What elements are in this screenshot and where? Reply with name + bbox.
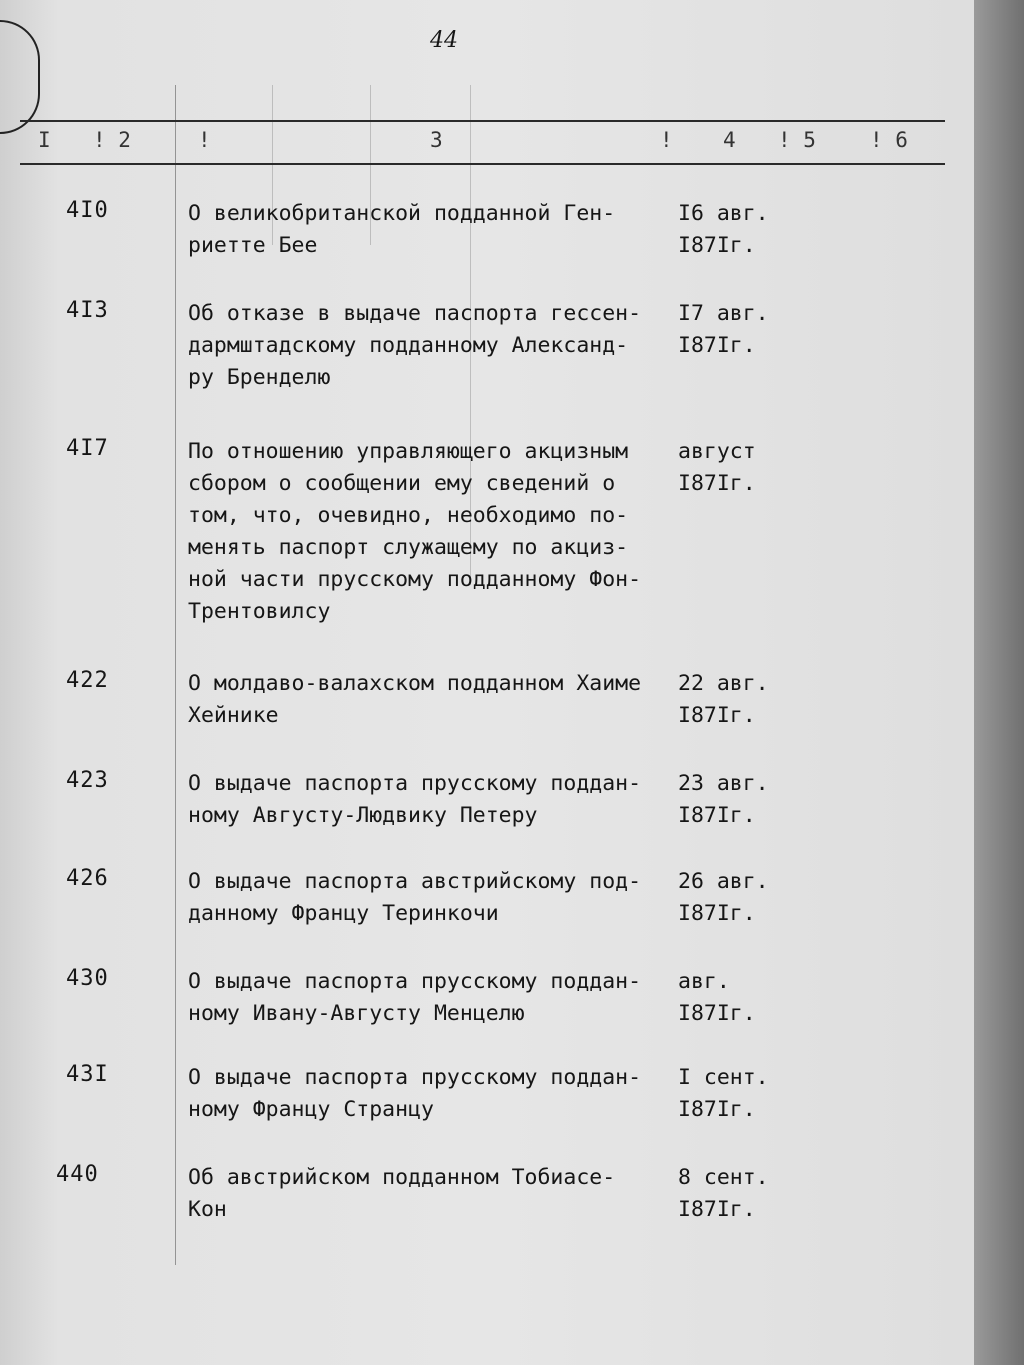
date-line: I87Iг. [678,901,756,926]
entry-title [188,768,668,832]
column-header: ! [660,128,673,152]
entry-title [188,298,668,394]
date-line: I87Iг. [678,1001,756,1026]
entry-number: 4I3 [66,298,109,323]
title-line: ному Августу-Людвику Петеру [188,803,538,828]
column-header: 3 [430,128,443,152]
binding-stamp [0,20,40,134]
page-edge [974,0,1024,1365]
date-line: I87Iг. [678,233,756,258]
column-header: 4 [723,128,736,152]
title-line: Кон [188,1197,227,1222]
entry-number: 4I0 [66,198,109,223]
date-line: 26 авг. [678,869,769,894]
entry-title [188,866,668,930]
entry-date [678,1162,788,1226]
column-header: ! 6 [870,128,908,152]
entry-title [188,198,668,262]
date-line: I87Iг. [678,1197,756,1222]
entry-date [678,966,788,1030]
date-line: авг. [678,969,730,994]
title-line: ной части прусскому подданному Фон- [188,567,642,592]
entry-number: 430 [66,966,109,991]
header-top-rule [20,120,945,122]
title-line: О выдаче паспорта прусскому поддан- [188,969,642,994]
entry-date [678,198,788,262]
date-line: I сент. [678,1065,769,1090]
entry-date [678,866,788,930]
title-line: О выдаче паспорта прусскому поддан- [188,771,642,796]
title-line: дармштадскому подданному Александ- [188,333,629,358]
title-line: О великобританской подданной Ген- [188,201,616,226]
title-line: Об австрийском подданном Тобиасе- [188,1165,616,1190]
entry-date [678,298,788,362]
title-line: менять паспорт служащему по акциз- [188,535,629,560]
entry-number: 422 [66,668,109,693]
date-line: I87Iг. [678,333,756,358]
column-header: ! 2 [93,128,131,152]
date-line: август [678,439,756,464]
title-line: том, что, очевидно, необходимо по- [188,503,629,528]
entry-number: 440 [56,1162,99,1187]
entry-date [678,768,788,832]
header-bottom-rule [20,163,945,165]
date-line: 22 авг. [678,671,769,696]
entry-title [188,1162,668,1226]
entry-title [188,668,668,732]
title-line: данному Францу Теринкочи [188,901,499,926]
date-line: I87Iг. [678,703,756,728]
title-line: О молдаво-валахском подданном Хаиме [188,671,642,696]
entry-date [678,1062,788,1126]
title-line: О выдаче паспорта прусскому поддан- [188,1065,642,1090]
date-line: 23 авг. [678,771,769,796]
entry-number: 4I7 [66,436,109,461]
column-header: ! [198,128,211,152]
column-header: I [38,128,51,152]
entry-title [188,1062,668,1126]
title-line: По отношению управляющего акцизным [188,439,629,464]
column-header: ! 5 [778,128,816,152]
title-line: Трентовилсу [188,599,331,624]
column-divider [175,85,176,1265]
entry-number: 426 [66,866,109,891]
entry-number: 423 [66,768,109,793]
title-line: О выдаче паспорта австрийскому под- [188,869,642,894]
title-line: Хейнике [188,703,279,728]
date-line: I87Iг. [678,1097,756,1122]
title-line: ру Бренделю [188,365,331,390]
entry-date [678,668,788,732]
date-line: I7 авг. [678,301,769,326]
title-line: ному Францу Странцу [188,1097,434,1122]
date-line: I6 авг. [678,201,769,226]
entry-title [188,966,668,1030]
entry-title [188,436,668,628]
title-line: риетте Бее [188,233,318,258]
date-line: I87Iг. [678,471,756,496]
date-line: I87Iг. [678,803,756,828]
title-line: ному Ивану-Августу Менцелю [188,1001,525,1026]
entry-date [678,436,788,500]
page-number: 44 [430,28,458,53]
entry-number: 43I [66,1062,109,1087]
title-line: Об отказе в выдаче паспорта гессен- [188,301,642,326]
title-line: сбором о сообщении ему сведений о [188,471,616,496]
date-line: 8 сент. [678,1165,769,1190]
